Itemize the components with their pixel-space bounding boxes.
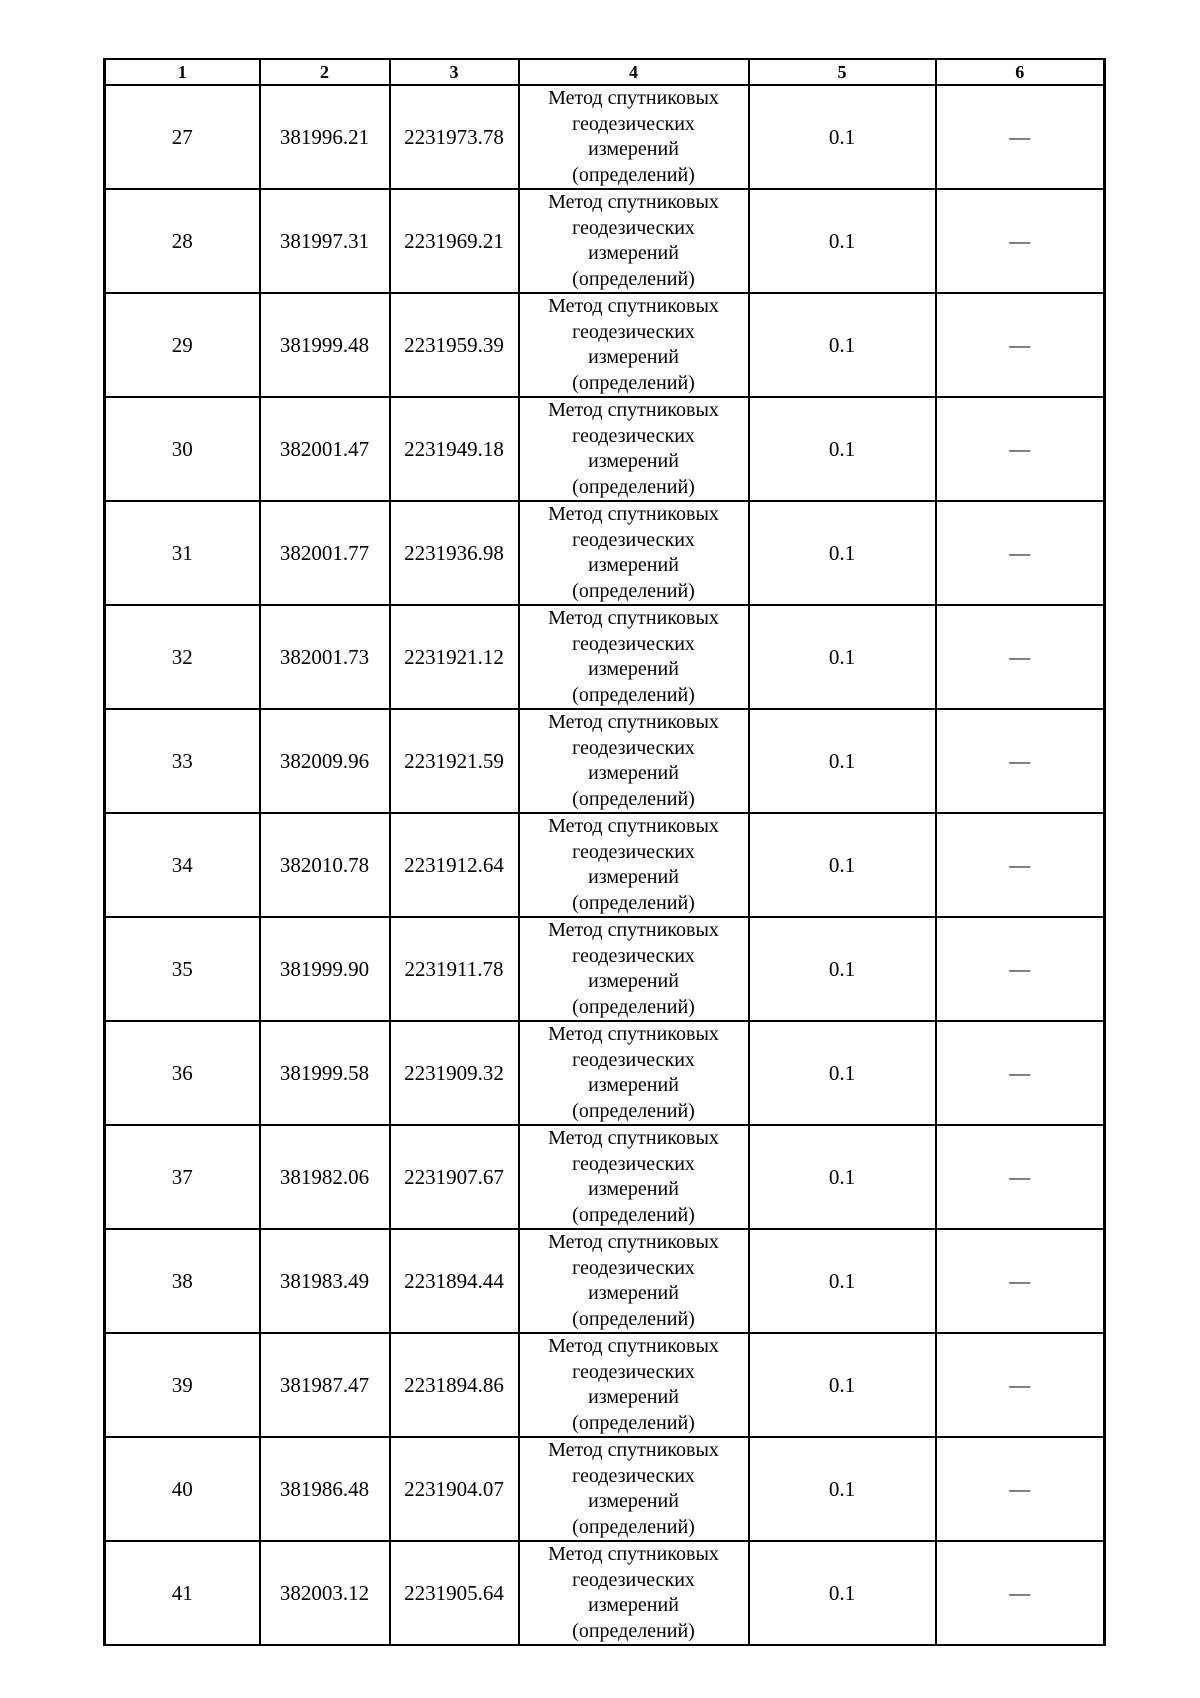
method-line: геодезических: [572, 320, 695, 343]
note-cell: —: [936, 1229, 1105, 1333]
note-cell: —: [936, 293, 1105, 397]
method-line: Метод спутниковых: [548, 815, 719, 837]
accuracy-cell: 0.1: [749, 189, 936, 293]
method-cell: [519, 1541, 749, 1645]
header-row: [105, 59, 1105, 85]
coordinate-x-cell: 382003.12: [260, 1541, 390, 1645]
method-line: Метод спутниковых: [548, 1023, 719, 1045]
accuracy-cell: 0.1: [749, 293, 936, 397]
table-row: [105, 1229, 1105, 1333]
point-number-cell: 27: [105, 85, 260, 189]
method-line: Метод спутниковых: [548, 607, 719, 629]
method-line: измерений: [588, 762, 679, 784]
method-line: (определений): [572, 995, 695, 1018]
method-line: геодезических: [572, 216, 695, 239]
point-number-cell: 37: [105, 1125, 260, 1229]
note-cell: —: [936, 1437, 1105, 1541]
coordinate-y-cell: 2231894.86: [390, 1333, 519, 1437]
method-line: (определений): [572, 163, 695, 186]
table-row: [105, 1541, 1105, 1645]
method-line: геодезических: [572, 1152, 695, 1175]
method-line: измерений: [588, 970, 679, 992]
method-cell: [519, 397, 749, 501]
method-line: измерений: [588, 1594, 679, 1616]
note-cell: —: [936, 605, 1105, 709]
coordinate-y-cell: 2231936.98: [390, 501, 519, 605]
point-number-cell: 39: [105, 1333, 260, 1437]
method-cell: [519, 917, 749, 1021]
method-line: (определений): [572, 1099, 695, 1122]
point-number-cell: 38: [105, 1229, 260, 1333]
table-row: [105, 293, 1105, 397]
method-line: измерений: [588, 1386, 679, 1408]
accuracy-cell: 0.1: [749, 605, 936, 709]
coordinate-y-cell: 2231949.18: [390, 397, 519, 501]
coordinates-table: [103, 58, 1106, 1646]
method-line: геодезических: [572, 1464, 695, 1487]
accuracy-cell: 0.1: [749, 813, 936, 917]
coordinate-x-cell: 381986.48: [260, 1437, 390, 1541]
method-line: геодезических: [572, 944, 695, 967]
method-cell: [519, 709, 749, 813]
accuracy-cell: 0.1: [749, 1437, 936, 1541]
coordinate-y-cell: 2231969.21: [390, 189, 519, 293]
note-cell: —: [936, 709, 1105, 813]
note-cell: —: [936, 85, 1105, 189]
method-cell: [519, 1229, 749, 1333]
method-cell: [519, 293, 749, 397]
method-line: Метод спутниковых: [548, 191, 719, 213]
method-line: (определений): [572, 1203, 695, 1226]
table-row: [105, 397, 1105, 501]
note-cell: —: [936, 813, 1105, 917]
coordinate-x-cell: 381999.90: [260, 917, 390, 1021]
note-cell: —: [936, 1541, 1105, 1645]
coordinate-y-cell: 2231909.32: [390, 1021, 519, 1125]
method-cell: [519, 605, 749, 709]
note-cell: —: [936, 1125, 1105, 1229]
coordinate-y-cell: 2231959.39: [390, 293, 519, 397]
method-line: геодезических: [572, 1256, 695, 1279]
accuracy-cell: 0.1: [749, 1333, 936, 1437]
method-line: измерений: [588, 242, 679, 264]
accuracy-cell: 0.1: [749, 1229, 936, 1333]
method-line: геодезических: [572, 736, 695, 759]
method-line: (определений): [572, 787, 695, 810]
accuracy-cell: 0.1: [749, 1021, 936, 1125]
note-cell: —: [936, 397, 1105, 501]
method-cell: [519, 1333, 749, 1437]
method-cell: [519, 1437, 749, 1541]
table-row: [105, 813, 1105, 917]
accuracy-cell: 0.1: [749, 1541, 936, 1645]
table-row: [105, 1021, 1105, 1125]
note-cell: —: [936, 189, 1105, 293]
method-line: геодезических: [572, 424, 695, 447]
coordinate-x-cell: 381987.47: [260, 1333, 390, 1437]
table-body: [105, 85, 1105, 1645]
point-number-cell: 33: [105, 709, 260, 813]
method-line: Метод спутниковых: [548, 503, 719, 525]
accuracy-cell: 0.1: [749, 709, 936, 813]
coordinate-x-cell: 382001.77: [260, 501, 390, 605]
method-line: геодезических: [572, 1360, 695, 1383]
column-header-4: 4: [519, 59, 749, 85]
table-header: [105, 59, 1105, 85]
method-line: Метод спутниковых: [548, 1543, 719, 1565]
method-cell: [519, 189, 749, 293]
method-line: (определений): [572, 1515, 695, 1538]
point-number-cell: 35: [105, 917, 260, 1021]
coordinate-x-cell: 381999.58: [260, 1021, 390, 1125]
coordinate-x-cell: 381982.06: [260, 1125, 390, 1229]
note-cell: —: [936, 917, 1105, 1021]
method-line: измерений: [588, 1074, 679, 1096]
method-line: Метод спутниковых: [548, 399, 719, 421]
point-number-cell: 31: [105, 501, 260, 605]
method-line: Метод спутниковых: [548, 711, 719, 733]
method-line: Метод спутниковых: [548, 1439, 719, 1461]
note-cell: —: [936, 1021, 1105, 1125]
note-cell: —: [936, 501, 1105, 605]
point-number-cell: 36: [105, 1021, 260, 1125]
method-cell: [519, 501, 749, 605]
coordinate-x-cell: 381997.31: [260, 189, 390, 293]
accuracy-cell: 0.1: [749, 501, 936, 605]
method-line: (определений): [572, 1411, 695, 1434]
table-row: [105, 917, 1105, 1021]
coordinate-y-cell: 2231911.78: [390, 917, 519, 1021]
point-number-cell: 40: [105, 1437, 260, 1541]
point-number-cell: 28: [105, 189, 260, 293]
coordinate-x-cell: 381996.21: [260, 85, 390, 189]
point-number-cell: 41: [105, 1541, 260, 1645]
coordinate-x-cell: 381999.48: [260, 293, 390, 397]
method-cell: [519, 1125, 749, 1229]
method-line: геодезических: [572, 528, 695, 551]
coordinate-y-cell: 2231921.12: [390, 605, 519, 709]
coordinate-x-cell: 381983.49: [260, 1229, 390, 1333]
method-line: (определений): [572, 1619, 695, 1642]
table-row: [105, 189, 1105, 293]
coordinate-y-cell: 2231904.07: [390, 1437, 519, 1541]
method-line: Метод спутниковых: [548, 919, 719, 941]
column-header-3: 3: [390, 59, 519, 85]
point-number-cell: 30: [105, 397, 260, 501]
method-line: Метод спутниковых: [548, 1127, 719, 1149]
method-line: Метод спутниковых: [548, 1231, 719, 1253]
method-line: измерений: [588, 866, 679, 888]
method-line: Метод спутниковых: [548, 295, 719, 317]
column-header-1: 1: [105, 59, 260, 85]
method-line: (определений): [572, 475, 695, 498]
method-line: (определений): [572, 683, 695, 706]
coordinate-x-cell: 382001.73: [260, 605, 390, 709]
point-number-cell: 32: [105, 605, 260, 709]
column-header-2: 2: [260, 59, 390, 85]
method-line: (определений): [572, 891, 695, 914]
method-line: (определений): [572, 1307, 695, 1330]
method-line: (определений): [572, 579, 695, 602]
method-line: измерений: [588, 658, 679, 680]
point-number-cell: 34: [105, 813, 260, 917]
accuracy-cell: 0.1: [749, 397, 936, 501]
accuracy-cell: 0.1: [749, 85, 936, 189]
method-cell: [519, 85, 749, 189]
coordinate-x-cell: 382009.96: [260, 709, 390, 813]
method-line: Метод спутниковых: [548, 87, 719, 109]
method-line: геодезических: [572, 1568, 695, 1591]
method-line: измерений: [588, 1490, 679, 1512]
method-line: Метод спутниковых: [548, 1335, 719, 1357]
point-number-cell: 29: [105, 293, 260, 397]
column-header-6: 6: [936, 59, 1105, 85]
method-line: (определений): [572, 267, 695, 290]
coordinate-x-cell: 382010.78: [260, 813, 390, 917]
method-line: (определений): [572, 371, 695, 394]
method-line: измерений: [588, 1178, 679, 1200]
accuracy-cell: 0.1: [749, 1125, 936, 1229]
table-row: [105, 85, 1105, 189]
method-line: измерений: [588, 138, 679, 160]
table-row: [105, 709, 1105, 813]
table-row: [105, 501, 1105, 605]
accuracy-cell: 0.1: [749, 917, 936, 1021]
method-line: геодезических: [572, 112, 695, 135]
method-line: геодезических: [572, 1048, 695, 1071]
method-line: измерений: [588, 1282, 679, 1304]
coordinate-y-cell: 2231905.64: [390, 1541, 519, 1645]
method-line: измерений: [588, 450, 679, 472]
coordinate-y-cell: 2231921.59: [390, 709, 519, 813]
table-row: [105, 1125, 1105, 1229]
coordinate-y-cell: 2231907.67: [390, 1125, 519, 1229]
method-line: геодезических: [572, 840, 695, 863]
note-cell: —: [936, 1333, 1105, 1437]
table-row: [105, 605, 1105, 709]
table-row: [105, 1333, 1105, 1437]
coordinate-y-cell: 2231973.78: [390, 85, 519, 189]
method-line: измерений: [588, 346, 679, 368]
method-cell: [519, 813, 749, 917]
coordinate-y-cell: 2231912.64: [390, 813, 519, 917]
column-header-5: 5: [749, 59, 936, 85]
coordinate-x-cell: 382001.47: [260, 397, 390, 501]
coordinate-y-cell: 2231894.44: [390, 1229, 519, 1333]
table-row: [105, 1437, 1105, 1541]
method-cell: [519, 1021, 749, 1125]
method-line: геодезических: [572, 632, 695, 655]
method-line: измерений: [588, 554, 679, 576]
